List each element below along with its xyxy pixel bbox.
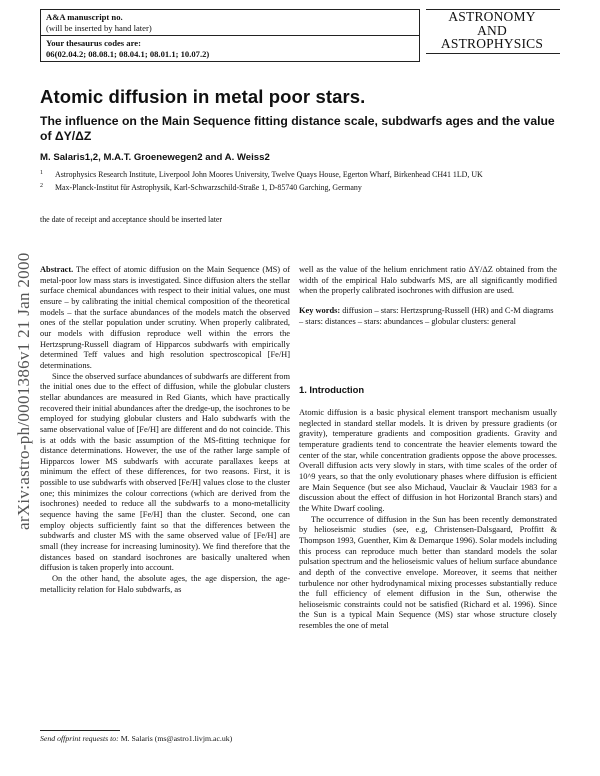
- intro-paragraph-1: Atomic diffusion is a basic physical element transport mechanism usually neglected in standard stellar models. It is driven by pressure gradients (or gravity), temperature gradients and composition gradients. Gravity and temperature gradients tend to concentrate the heavier elements toward the center of the star, while concentration gradients oppose the above processes. Overall diffusion acts very slowly in stars, with time scales of the order of 10^9 years, so that the only evolutionary phases where diffusion is efficient are Main Sequence (but see also Michaud, Vauclair & Vauclair 1983 for a discussion about the effect of diffusion in hot Horizontal Branch stars) and the White Dwarf cooling.: [299, 408, 557, 513]
- journal-name-line-1: ASTRONOMY: [448, 9, 536, 24]
- affiliation-mark: 1: [40, 170, 43, 176]
- abstract-column: [40, 265, 290, 595]
- thesaurus-codes: [41, 36, 419, 61]
- abstract-text-1: The effect of atomic diffusion on the Main Sequence (MS) of metal-poor low mass stars is investigated. Since diffusion alters the stellar surface chemical abundances with respect to their initial values, one must ensure – by calibrating the initial chemical composition of the theoretical models – that the surface abundances of the models match the observed ones of the stellar population under scrutiny. When properly calibrated, our models with diffusion reproduce well within the errors the Hertzsprung-Russell diagram of Hipparcos subdwarfs with empirically determined Teff values and high resolution spectroscopical [Fe/H] determinations.: [40, 265, 290, 370]
- arxiv-stamp: arXiv:astro-ph/0001386v1 21 Jan 2000: [14, 252, 33, 530]
- footnote-text: M. Salaris (ms@astro1.livjm.ac.uk): [120, 734, 233, 743]
- codes-label: Your thesaurus codes are:: [46, 38, 141, 48]
- journal-name: [432, 10, 552, 51]
- affiliation-2: [40, 183, 560, 193]
- affiliations: [40, 170, 560, 196]
- manuscript-info: [41, 10, 419, 36]
- paper-title: Atomic diffusion in metal poor stars.: [40, 86, 366, 107]
- introduction-body: [299, 408, 557, 632]
- footnote: [40, 734, 232, 743]
- abstract-paragraph-3-cont: well as the value of the helium enrichment ratio ΔY/ΔZ obtained from the width of the empirical Halo subdwarfs MS, are all significantly modified when the properly calibrated isochrones with diffusion are used.: [299, 265, 557, 296]
- keywords: [299, 306, 557, 327]
- journal-name-line-3: ASTROPHYSICS: [440, 36, 544, 51]
- affiliation-mark: 2: [40, 183, 43, 189]
- intro-paragraph-2: The occurrence of diffusion in the Sun has been recently demonstrated by helioseismic studies (see, e.g, Christensen-Dalsgaard, Proffitt & Thompson 1993, Guenther, Kim & Demarque 1996). Solar models including this process can reproduce much better than standard models the solar pulsation spectrum and the helioseismic values of helium surface abundance and depth of the convective envelope. Moreover, it seems that neither turbulence nor other hydrodynamical mixing processes substantially reduce the full efficiency of element diffusion in the Sun, otherwise the helioseismic constraints could not be satisfied (Richard et al. 1996). Since the Sun is a typical Main Sequence (MS) star whose structure closely resembles the one of metal: [299, 514, 557, 631]
- affiliation-text: Max-Planck-Institut für Astrophysik, Karl-Schwarzschild-Straße 1, D-85740 Garching, Germany: [55, 183, 362, 192]
- journal-rule-bottom: [426, 53, 560, 54]
- abstract-continuation: [299, 265, 557, 297]
- journal-note: (will be inserted by hand later): [46, 22, 152, 33]
- journal-name-line-2: AND: [477, 22, 507, 38]
- abstract-paragraph-2: Since the observed surface abundances of subdwarfs are different from the initial ones due to the effect of diffusion, while the globular clusters stellar abundances are measured in Red Giants, which have practically recovered their initial abundances after the dredge-up, the isochrones to be employed for studying globular clusters and Halo subdwarfs with the same observational value of [Fe/H] are different and do not coincide. This is at odds with the basic assumption of the MS-fitting technique for distance determinations. However, the use of the rather large sample of Hipparcos lower MS subdwarfs with accurate parallaxes keeps at minimum the effect of these differences, for two reasons. First, it is possible to use subdwarfs with observed [Fe/H] values close to the cluster one; this minimizes the colour corrections (which are derived from the isochrones) needed to reduce all the subdwarfs to a mono-metallicity sequence having the same [Fe/H] than the cluster. Second, one can employ objects sufficiently faint so that the differences between the subdwarfs and cluster MS with the same observed value of [Fe/H] are small (they increase for increasing luminosity). We find therefore that the distances based on standard isochrones are basically unaltered when diffusion is taken properly into account.: [40, 371, 290, 573]
- keywords-label: Key words:: [299, 306, 341, 315]
- paper-authors: M. Salaris1,2, M.A.T. Groenewegen2 and A. Weiss2: [40, 152, 270, 163]
- received-note: the date of receipt and acceptance should be inserted later: [40, 215, 223, 224]
- journal-label: A&A manuscript no.: [46, 12, 123, 22]
- section-heading: 1. Introduction: [299, 384, 365, 395]
- abstract-paragraph-3: On the other hand, the absolute ages, the age dispersion, the age-metallicity relation for Halo subdwarfs, as: [40, 574, 290, 594]
- affiliation-text: Astrophysics Research Institute, Liverpool John Moores University, Twelve Quays House, Egerton Wharf, Birkenhead CH41 1LD, UK: [55, 170, 483, 179]
- affiliation-1: [40, 170, 560, 180]
- footnote-rule: [40, 730, 120, 731]
- manuscript-header-box: [40, 9, 420, 62]
- footnote-label: Send offprint requests to:: [40, 734, 119, 743]
- codes-value: 06(02.04.2; 08.08.1; 08.04.1; 08.01.1; 10.07.2): [46, 48, 210, 59]
- keywords-text: diffusion – stars: Hertzsprung-Russell (HR) and C-M diagrams – stars: distances – stars: abundances – globular clusters: general: [299, 306, 554, 326]
- abstract-paragraph-1: [40, 265, 290, 372]
- abstract-label: Abstract.: [40, 265, 74, 274]
- paper-subtitle: The influence on the Main Sequence fitting distance scale, subdwarfs ages and the value of ΔY/ΔZ: [40, 114, 555, 143]
